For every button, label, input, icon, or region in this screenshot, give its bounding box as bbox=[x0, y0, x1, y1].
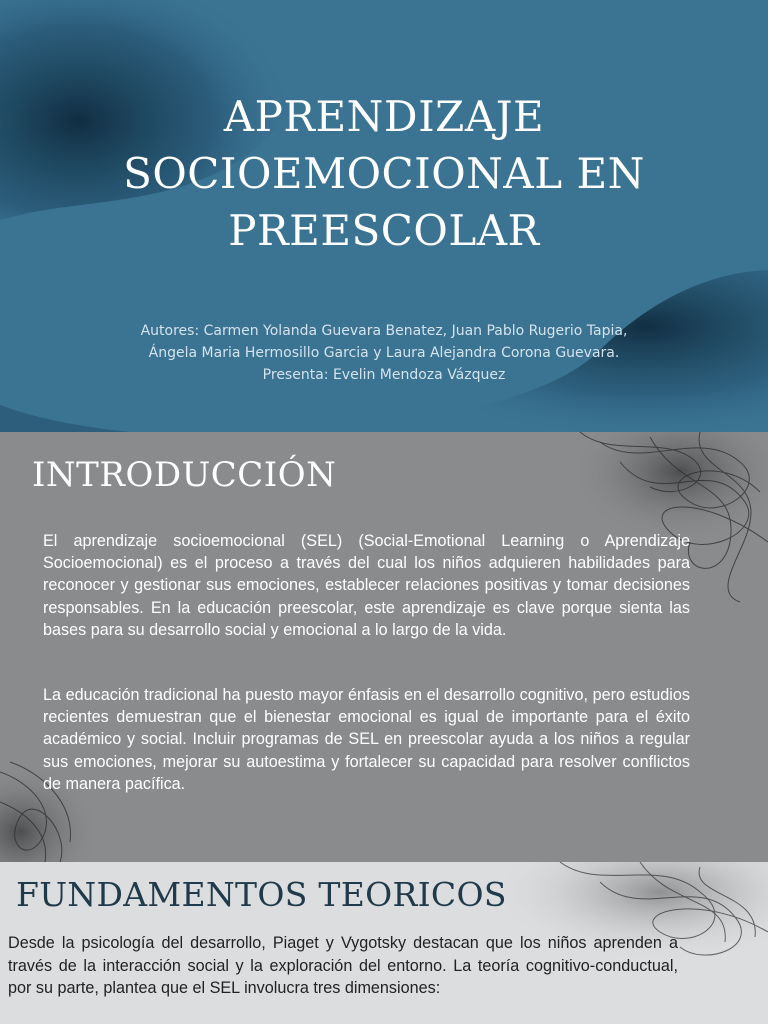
authors-block bbox=[40, 320, 728, 386]
authors-line-2: Ángela Maria Hermosillo Garcia y Laura Alejandra Corona Guevara. bbox=[148, 345, 620, 361]
introduction-section bbox=[0, 432, 768, 862]
introduction-heading: INTRODUCCIÓN bbox=[32, 455, 337, 495]
title-line-3: PREESCOLAR bbox=[228, 206, 540, 255]
title-banner bbox=[0, 0, 768, 432]
authors-line-1: Autores: Carmen Yolanda Guevara Benatez, Juan Pablo Rugerio Tapia, bbox=[140, 323, 628, 339]
fundamentals-section bbox=[0, 862, 768, 1024]
fundamentals-heading: FUNDAMENTOS TEORICOS bbox=[16, 875, 507, 914]
introduction-paragraph-1: El aprendizaje socioemocional (SEL) (Social-Emotional Learning o Aprendizaje Socioemocional) es el proceso a través del cual los niños adquieren habilidades para reconocer y gestionar sus emociones, establecer relaciones positivas y tomar decisiones responsables. En la educación preescolar, este aprendizaje es clave porque sienta las bases para su desarrollo social y emocional a lo largo de la vida. bbox=[43, 532, 690, 639]
fundamentals-paragraph: Desde la psicología del desarrollo, Piaget y Vygotsky destacan que los niños aprenden a través de la interacción social y la exploración del entorno. La teoría cognitivo-conductual, por su parte, plantea que el SEL involucra tres dimensiones: bbox=[8, 934, 678, 997]
title-line-2: SOCIOEMOCIONAL EN bbox=[123, 149, 645, 198]
title-line-1: APRENDIZAJE bbox=[223, 92, 545, 141]
presenter-line: Presenta: Evelin Mendoza Vázquez bbox=[262, 367, 506, 383]
introduction-paragraph-2: La educación tradicional ha puesto mayor énfasis en el desarrollo cognitivo, pero estudios recientes demuestran que el bienestar emocional es igual de importante para el éxito académico y social. Incluir programas de SEL en preescolar ayuda a los niños a regular sus emociones, mejorar su autoestima y fortalecer su capacidad para resolver conflictos de manera pacífica. bbox=[43, 686, 690, 793]
document-title bbox=[60, 88, 708, 259]
